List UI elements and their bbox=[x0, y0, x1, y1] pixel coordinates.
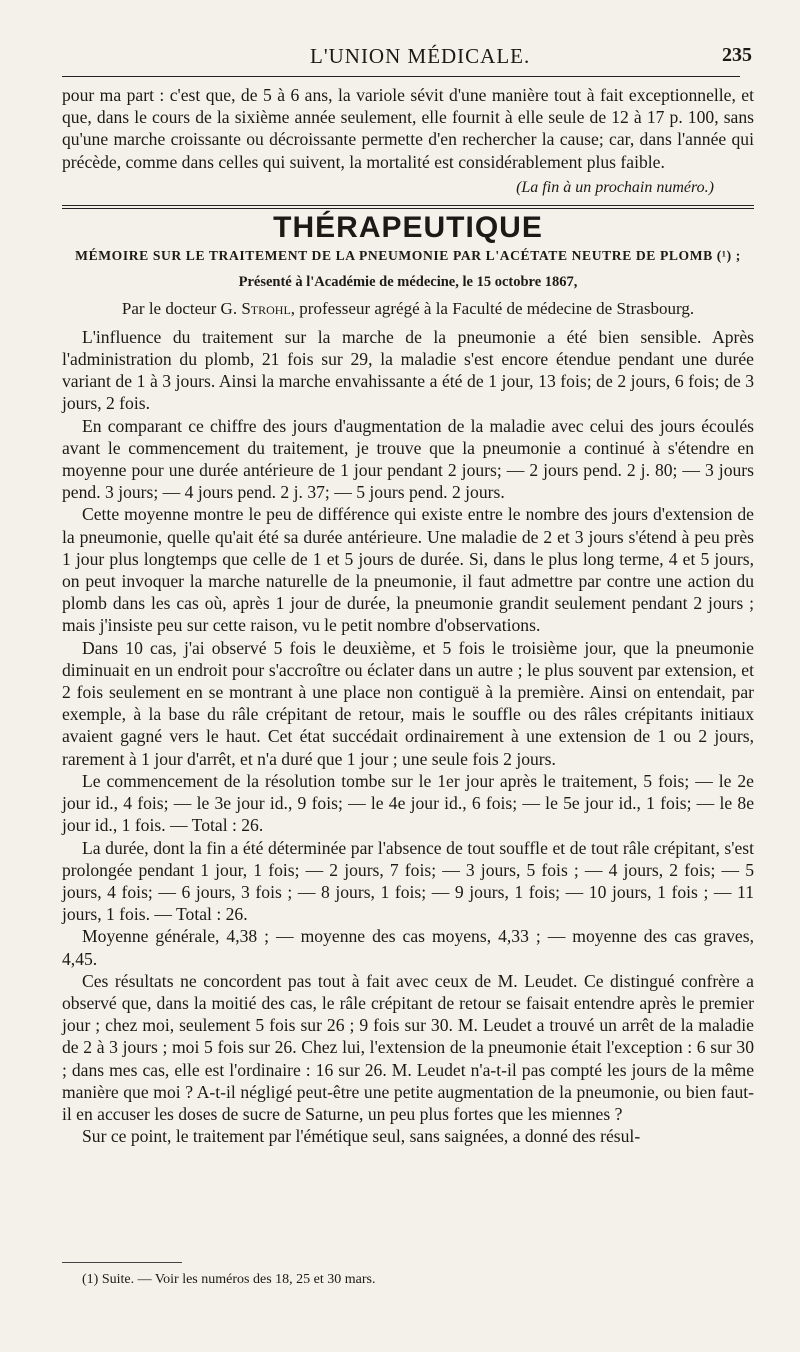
paragraph-7: Moyenne générale, 4,38 ; — moyenne des cas moyens, 4,33 ; — moyenne des cas graves, 4,45. bbox=[62, 926, 754, 969]
footnote: (1) Suite. — Voir les numéros des 18, 25 et 30 mars. bbox=[82, 1272, 376, 1287]
paragraph-5: Le commencement de la résolution tombe sur le 1er jour après le traitement, 5 fois; — le 2e jour id., 4 fois; — le 3e jour id., 9 fois; — le 4e jour id., 6 fois; — le 5e jour id., 1 fois; — le 8e jour id., 1 fois. — Total : 26. bbox=[62, 770, 754, 836]
page-body bbox=[62, 84, 754, 1147]
author-suffix: , professeur agrégé à la Faculté de médecine de Strasbourg. bbox=[290, 298, 695, 318]
section-rule-bottom bbox=[62, 208, 754, 209]
journal-title: L'UNION MÉDICALE. bbox=[310, 44, 531, 68]
continuation-note: (La fin à un prochain numéro.) bbox=[516, 178, 714, 196]
paragraph-4: Dans 10 cas, j'ai observé 5 fois le deuxième, et 5 fois le troisième jour, que la pneumonie diminuait en un endroit pour s'accroître ou éclater dans un autre ; le plus souvent par extension, et 2 fois seulement en se montrant à une place non contiguë à la première. Ainsi on entendait, par exemple, à la base du râle crépitant de retour, mais le souffle ou des râles crépitants initiaux avaient gagné vers le haut. Cet état succédait ordinairement à une extension de 1 ou 2 jours, rarement à 1 jour d'arrêt, et n'a duré que 1 jour ; une seule fois 2 jours. bbox=[62, 637, 754, 769]
memoir-title: MÉMOIRE SUR LE TRAITEMENT DE LA PNEUMONIE PAR L'ACÉTATE NEUTRE DE PLOMB (¹) ; bbox=[75, 248, 741, 264]
paragraph-6: La durée, dont la fin a été déterminée par l'absence de tout souffle et de tout râle crépitant, s'est prolongée pendant 1 jour, 1 fois; — 2 jours, 7 fois; — 3 jours, 5 fois ; — 4 jours, 2 fois; — 5 jours, 4 fois; — 6 jours, 3 fois ; — 8 jours, 1 fois; — 9 jours, 1 fois; — 10 jours, 1 fois ; — 11 jours, 1 fois. — Total : 26. bbox=[62, 837, 754, 925]
footnote-rule bbox=[62, 1262, 182, 1263]
page-number: 235 bbox=[722, 44, 752, 66]
paragraph-3: Cette moyenne montre le peu de différence qui existe entre le nombre des jours d'extension de la pneumonie, quelle qu'ait été sa durée antérieure. Une maladie de 2 et 3 jours s'étend à peu près 1 jour plus longtemps que celle de 1 et 5 jours de durée. Si, dans le plus long terme, 4 et 5 jours, on peut invoquer la marche naturelle de la pneumonie, il faut admettre par contre une action du plomb dans les cas où, après 1 jour de durée, la pneumonie grandit seulement pendant 2 jours ; mais j'insiste peu sur cette raison, vu le petit nombre d'observations. bbox=[62, 504, 754, 636]
author-name: Strohl bbox=[241, 298, 291, 318]
author-line bbox=[62, 298, 754, 320]
previous-article-paragraph: pour ma part : c'est que, de 5 à 6 ans, la variole sévit d'une manière tout à fait exceptionnelle, et que, dans le cours de la sixième année seulement, elle fournit à elle seule de 12 à 17 p. 100, sans qu'une marche croissante ou décroissante permette d'en rechercher la cause; car, dans l'année qui précède, comme dans celles qui suivent, la mortalité est considérablement plus faible. bbox=[62, 85, 754, 172]
section-rule-top bbox=[62, 205, 754, 206]
author-prefix: Par le docteur G. bbox=[121, 298, 242, 318]
paragraph-8: Ces résultats ne concordent pas tout à fait avec ceux de M. Leudet. Ce distingué confrère a observé que, dans la moitié des cas, le râle crépitant de retour se faisait entendre après le premier jour ; chez moi, seulement 5 fois sur 26 ; 9 fois sur 30. M. Leudet a trouvé un arrêt de la maladie de 2 à 3 jours ; moi 5 fois sur 26. Chez lui, l'extension de la pneumonie était l'exception : 6 sur 30 ; dans mes cas, elle est l'ordinaire : 16 sur 26. M. Leudet n'a-t-il pas compté les jours de la même manière que moi ? A-t-il négligé peut-être une petite augmentation de la pneumonie, ou bien faut-il en accuser les doses de sucre de Saturne, un peu plus fortes que les miennes ? bbox=[62, 970, 754, 1124]
running-head bbox=[60, 44, 760, 70]
paragraph-9: Sur ce point, le traitement par l'émétique seul, sans saignées, a donné des résul- bbox=[82, 1126, 641, 1147]
header-rule bbox=[62, 76, 740, 77]
paragraph-2: En comparant ce chiffre des jours d'augmentation de la maladie avec celui des jours écoulés avant le commencement du traitement, je trouve que la pneumonie a continué à s'étendre en moyenne pour une durée antérieure de 1 jour pendant 2 jours; — 2 jours pend. 2 j. 80; — 3 jours pend. 3 jours; — 4 jours pend. 2 j. 37; — 5 jours pend. 2 jours. bbox=[62, 415, 754, 503]
section-title: THÉRAPEUTIQUE bbox=[273, 211, 543, 245]
paragraph-1: L'influence du traitement sur la marche de la pneumonie a été bien sensible. Après l'administration du plomb, 21 fois sur 29, la maladie s'est encore étendue pendant une durée variant de 1 à 3 jours. Ainsi la marche envahissante a été de 1 jour, 13 fois; de 2 jours, 6 fois; de 3 jours, 2 fois. bbox=[62, 326, 754, 414]
presentation-line: Présenté à l'Académie de médecine, le 15 octobre 1867, bbox=[238, 274, 578, 291]
